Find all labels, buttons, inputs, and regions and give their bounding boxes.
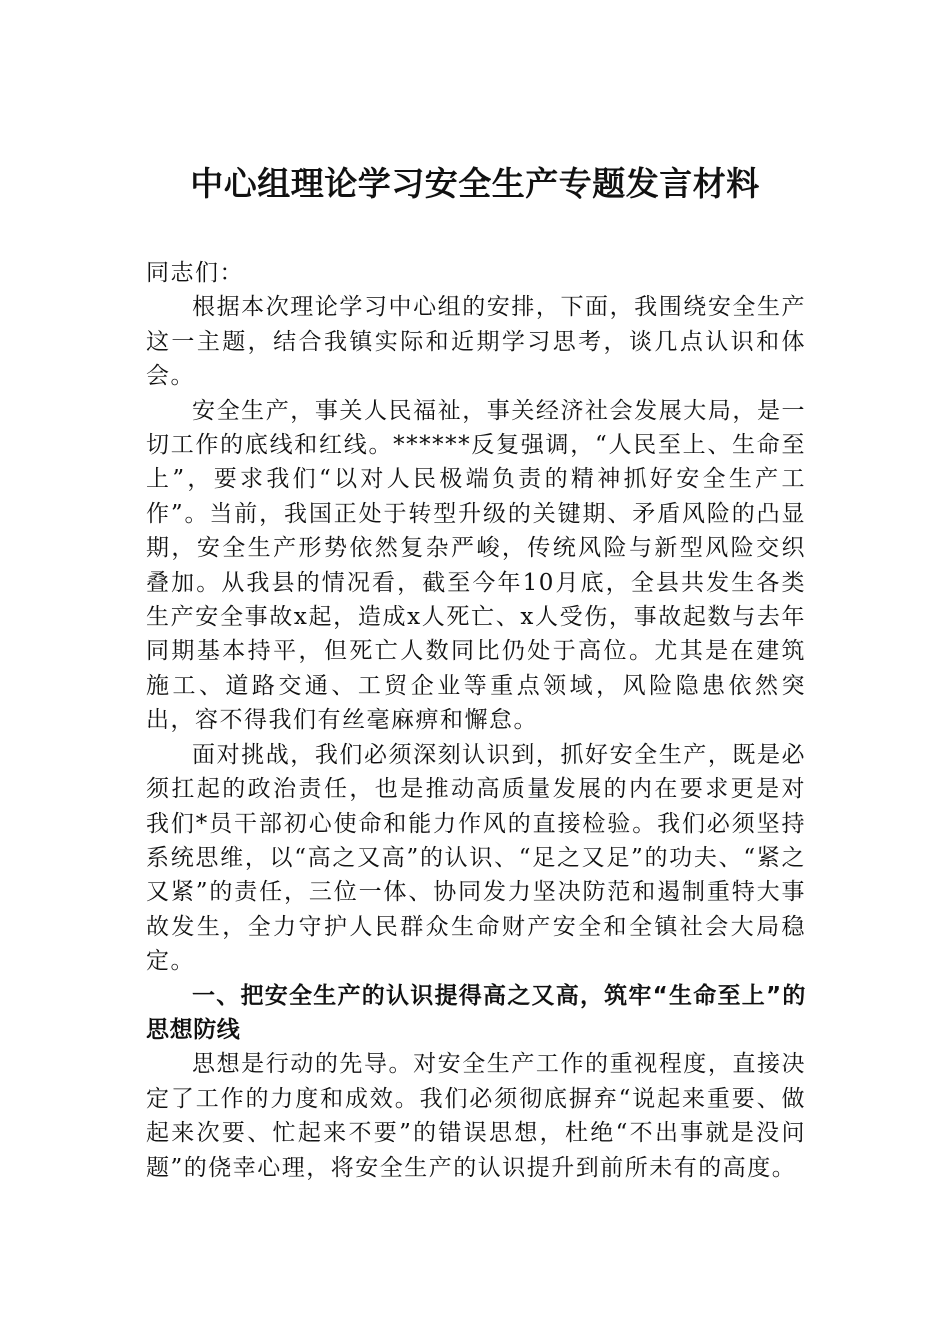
- paragraph-situation: 安全生产，事关人民福祉，事关经济社会发展大局，是一切工作的底线和红线。******反复强调，“人民至上、生命至上”，要求我们“以对人民极端负责的精神抓好安全生产工作”。当前，我国正处于转型升级的关键期、矛盾风险的凸显期，安全生产形势依然复杂严峻，传统风险与新型风险交织叠加。从我县的情况看，截至今年10月底，全县共发生各类生产安全事故x起，造成x人死亡、x人受伤，事故起数与去年同期基本持平，但死亡人数同比仍处于高位。尤其是在建筑施工、道路交通、工贸企业等重点领域，风险隐患依然突出，容不得我们有丝毫麻痹和懈怠。: [146, 397, 806, 734]
- paragraph-intro: 根据本次理论学习中心组的安排，下面，我围绕安全生产这一主题，结合我镇实际和近期学习思考，谈几点认识和体会。: [146, 294, 806, 390]
- section-heading-1: 一、把安全生产的认识提得高之又高，筑牢“生命至上”的思想防线: [146, 982, 806, 1043]
- paragraph-challenge: 面对挑战，我们必须深刻认识到，抓好安全生产，既是必须扛起的政治责任，也是推动高质量发展的内在要求更是对我们*员干部初心使命和能力作风的直接检验。我们必须坚持系统思维，以“高之又高”的认识、“足之又足”的功夫、“紧之又紧”的责任，三位一体、协同发力坚决防范和遏制重特大事故发生，全力守护人民群众生命财产安全和全镇社会大局稳定。: [146, 741, 806, 975]
- document-body: [146, 256, 806, 1185]
- section-1-paragraph: 思想是行动的先导。对安全生产工作的重视程度，直接决定了工作的力度和成效。我们必须彻底摒弃“说起来重要、做起来次要、忙起来不要”的错误思想，杜绝“不出事就是没问题”的侥幸心理，将安全生产的认识提升到前所未有的高度。: [146, 1051, 806, 1181]
- document-title: 中心组理论学习安全生产专题发言材料: [190, 164, 760, 203]
- salutation: 同志们：: [146, 260, 244, 286]
